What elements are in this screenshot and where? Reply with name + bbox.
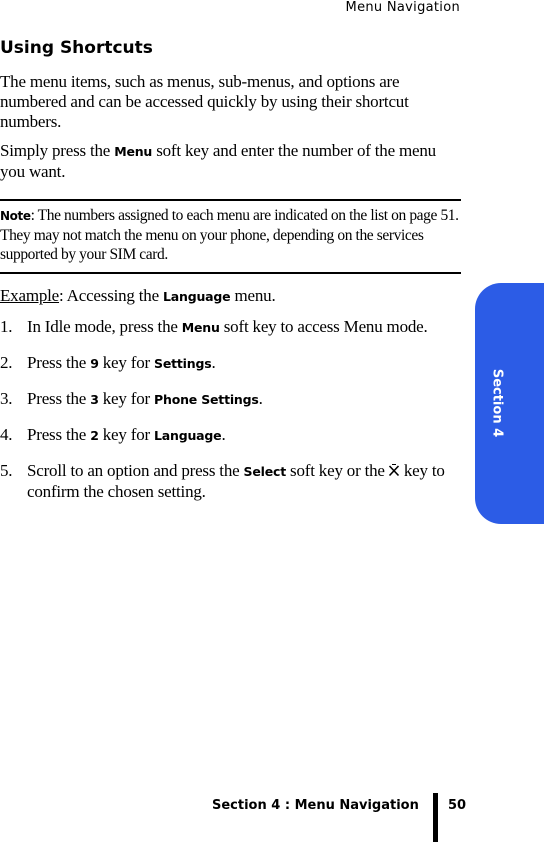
- example-line: Example: Accessing the Language menu.: [0, 286, 276, 305]
- section-heading: Using Shortcuts: [0, 38, 153, 58]
- ok-x-key-icon: [388, 462, 400, 475]
- footer-section-label: Section 4 : Menu Navigation: [212, 798, 419, 813]
- section-side-tab: [475, 283, 544, 524]
- page-number: 50: [448, 798, 467, 813]
- step-3: 3. Press the 3 key for Phone Settings.: [0, 389, 263, 408]
- steps-list: [0, 317, 461, 502]
- example-label: Example: [0, 286, 60, 305]
- menu-key-label: Menu: [114, 144, 153, 159]
- note-label: Note: [0, 209, 31, 223]
- intro-paragraph: The menu items, such as menus, sub-menus, and options are numbered and can be accessed quickly by using their shortcut numbers.: [0, 72, 409, 131]
- page-content: [0, 38, 461, 517]
- instruction-paragraph: Simply press the Menu soft key and enter the number of the menu you want.: [0, 141, 436, 181]
- step-1: 1. In Idle mode, press the Menu soft key to access Menu mode.: [0, 317, 428, 336]
- side-tab-label: Section 4: [489, 368, 505, 438]
- running-header: Menu Navigation: [345, 0, 460, 15]
- step-2: 2. Press the 9 key for Settings.: [0, 353, 216, 372]
- language-key-label: Language: [163, 289, 231, 304]
- note-text: : The numbers assigned to each menu are indicated on the list on page 51. They may not match the menu on your phone, depending on the services supported by your SIM card.: [0, 207, 459, 263]
- step-5: 5. Scroll to an option and press the Select soft key or the key to confirm the chosen setting.: [0, 461, 445, 501]
- note-box: [0, 199, 461, 274]
- step-4: 4. Press the 2 key for Language.: [0, 425, 226, 444]
- footer-divider: [433, 793, 438, 842]
